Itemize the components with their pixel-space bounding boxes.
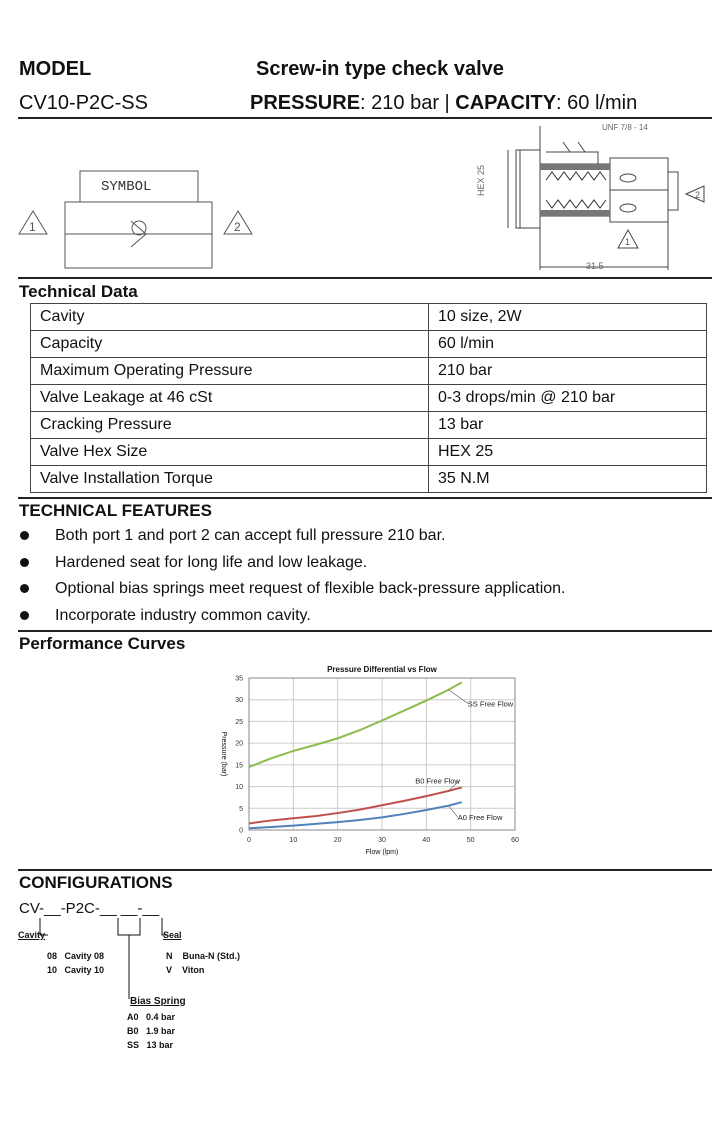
parameter-value: 60 l/min: [429, 331, 707, 358]
capacity-value: : 60 l/min: [556, 92, 638, 114]
x-tick-label: 20: [333, 837, 342, 844]
model-label: MODEL: [19, 58, 92, 80]
feature-item: [20, 580, 566, 598]
option-code: V: [166, 965, 173, 975]
drawing-port-2: 2: [695, 190, 701, 200]
hex-dimension: HEX 25: [476, 164, 486, 196]
parameter-value: HEX 25: [429, 439, 707, 466]
option-code: B0: [127, 1026, 139, 1036]
option-desc: 13 bar: [146, 1040, 174, 1050]
model-value: CV10-P2C-SS: [19, 92, 148, 114]
seal-option: [166, 965, 204, 975]
option-desc: 0.4 bar: [146, 1012, 176, 1022]
technical-data-title: Technical Data: [19, 282, 138, 301]
symbol-port-2: 2: [234, 220, 241, 234]
y-tick-label: 15: [235, 762, 243, 770]
option-desc: Viton: [182, 965, 205, 975]
configurations-rule: [18, 869, 712, 871]
x-tick-label: 30: [378, 837, 386, 844]
feature-text: Both port 1 and port 2 can accept full pressure 210 bar.: [55, 527, 446, 544]
technical-data-row: [31, 466, 707, 493]
technical-data-row: [31, 412, 707, 439]
parameter-value: 13 bar: [429, 412, 707, 439]
feature-item: [20, 554, 367, 572]
performance-title: Performance Curves: [19, 634, 186, 653]
series-line: [249, 682, 462, 767]
cavity-option: [47, 965, 104, 975]
x-tick-label: 0: [247, 837, 251, 844]
performance-rule: [18, 630, 712, 632]
y-axis-label: Pressure (bar): [220, 731, 227, 777]
series-label: A0 Free Flow: [457, 813, 503, 823]
feature-item: [20, 527, 445, 545]
series-leader-line: [449, 806, 458, 818]
features-rule: [18, 497, 712, 499]
y-tick-label: 30: [235, 697, 243, 705]
seal-option: [166, 951, 240, 961]
parameter-value: 35 N.M: [429, 466, 707, 493]
bias-option: [127, 1012, 175, 1022]
cavity-option: [47, 951, 104, 961]
cavity-title: Cavity: [18, 930, 46, 940]
bullet-icon: [20, 611, 29, 620]
technical-data-row: [31, 331, 707, 358]
series-line: [249, 802, 462, 828]
option-code: 10: [47, 965, 58, 975]
series-leader-line: [449, 690, 468, 704]
parameter-name: Cracking Pressure: [31, 412, 429, 439]
y-tick-label: 5: [239, 805, 243, 813]
feature-text: Incorporate industry common cavity.: [55, 607, 311, 624]
y-tick-label: 0: [239, 827, 243, 835]
bullet-icon: [20, 531, 29, 540]
parameter-name: Maximum Operating Pressure: [31, 358, 429, 385]
feature-item: [20, 607, 311, 625]
option-code: SS: [127, 1040, 140, 1050]
technical-data-rule: [18, 277, 712, 279]
feature-text: Optional bias springs meet request of flexible back-pressure application.: [55, 580, 566, 597]
features-title: TECHNICAL FEATURES: [19, 501, 212, 520]
option-desc: 1.9 bar: [146, 1026, 176, 1036]
option-desc: Buna-N (Std.): [182, 951, 241, 961]
y-tick-label: 10: [235, 784, 243, 792]
pressure-value: : 210 bar |: [360, 92, 456, 114]
bias-option: [127, 1026, 175, 1036]
configurations-title: CONFIGURATIONS: [19, 873, 173, 892]
parameter-name: Capacity: [31, 331, 429, 358]
feature-text: Hardened seat for long life and low leakage.: [55, 554, 368, 571]
y-tick-label: 20: [235, 740, 243, 748]
x-axis-label: Flow (lpm): [365, 849, 399, 856]
valve-symbol: [15, 165, 275, 275]
series-label: SS Free Flow: [467, 699, 514, 709]
series-label: B0 Free Flow: [415, 776, 460, 786]
parameter-name: Cavity: [31, 304, 429, 331]
x-tick-label: 10: [289, 837, 298, 844]
option-code: A0: [127, 1012, 139, 1022]
option-code: 08: [47, 951, 58, 961]
capacity-label: CAPACITY: [455, 92, 557, 114]
parameter-value: 210 bar: [429, 358, 707, 385]
config-brackets: [18, 915, 218, 1010]
spec-line: [250, 92, 637, 115]
valve-drawing: [468, 122, 708, 272]
option-desc: Cavity 10: [64, 965, 105, 975]
technical-data-row: [31, 439, 707, 466]
header-rule: [18, 117, 712, 119]
option-code: N: [166, 951, 173, 961]
length-dimension: 31.5: [586, 261, 604, 271]
parameter-value: 0-3 drops/min @ 210 bar: [429, 385, 707, 412]
bullet-icon: [20, 558, 29, 567]
technical-data-row: [31, 304, 707, 331]
bullet-icon: [20, 584, 29, 593]
symbol-label: SYMBOL: [101, 179, 152, 195]
x-tick-label: 60: [511, 837, 519, 844]
bias-spring-title: Bias Spring: [130, 996, 186, 1007]
bias-option: [127, 1040, 173, 1050]
pressure-label: PRESSURE: [250, 92, 361, 114]
symbol-port-1: 1: [29, 220, 36, 234]
parameter-name: Valve Installation Torque: [31, 466, 429, 493]
parameter-name: Valve Hex Size: [31, 439, 429, 466]
parameter-value: 10 size, 2W: [429, 304, 707, 331]
page-title: Screw-in type check valve: [256, 58, 504, 80]
performance-chart: [212, 660, 532, 865]
config-code: CV-__-P2C-__ __-__: [19, 900, 160, 917]
seal-title: Seal: [163, 930, 182, 940]
thread-callout: UNF 7/8 - 14: [602, 123, 648, 132]
parameter-name: Valve Leakage at 46 cSt: [31, 385, 429, 412]
x-tick-label: 40: [422, 837, 431, 844]
drawing-port-1: 1: [625, 237, 631, 247]
series-line: [249, 787, 462, 823]
technical-data-row: [31, 385, 707, 412]
technical-data-table: [30, 303, 707, 493]
x-tick-label: 50: [466, 837, 475, 844]
chart-title: Pressure Differential vs Flow: [327, 665, 437, 674]
y-tick-label: 25: [235, 718, 243, 726]
technical-data-row: [31, 358, 707, 385]
y-tick-label: 35: [235, 675, 243, 683]
option-desc: Cavity 08: [64, 951, 105, 961]
